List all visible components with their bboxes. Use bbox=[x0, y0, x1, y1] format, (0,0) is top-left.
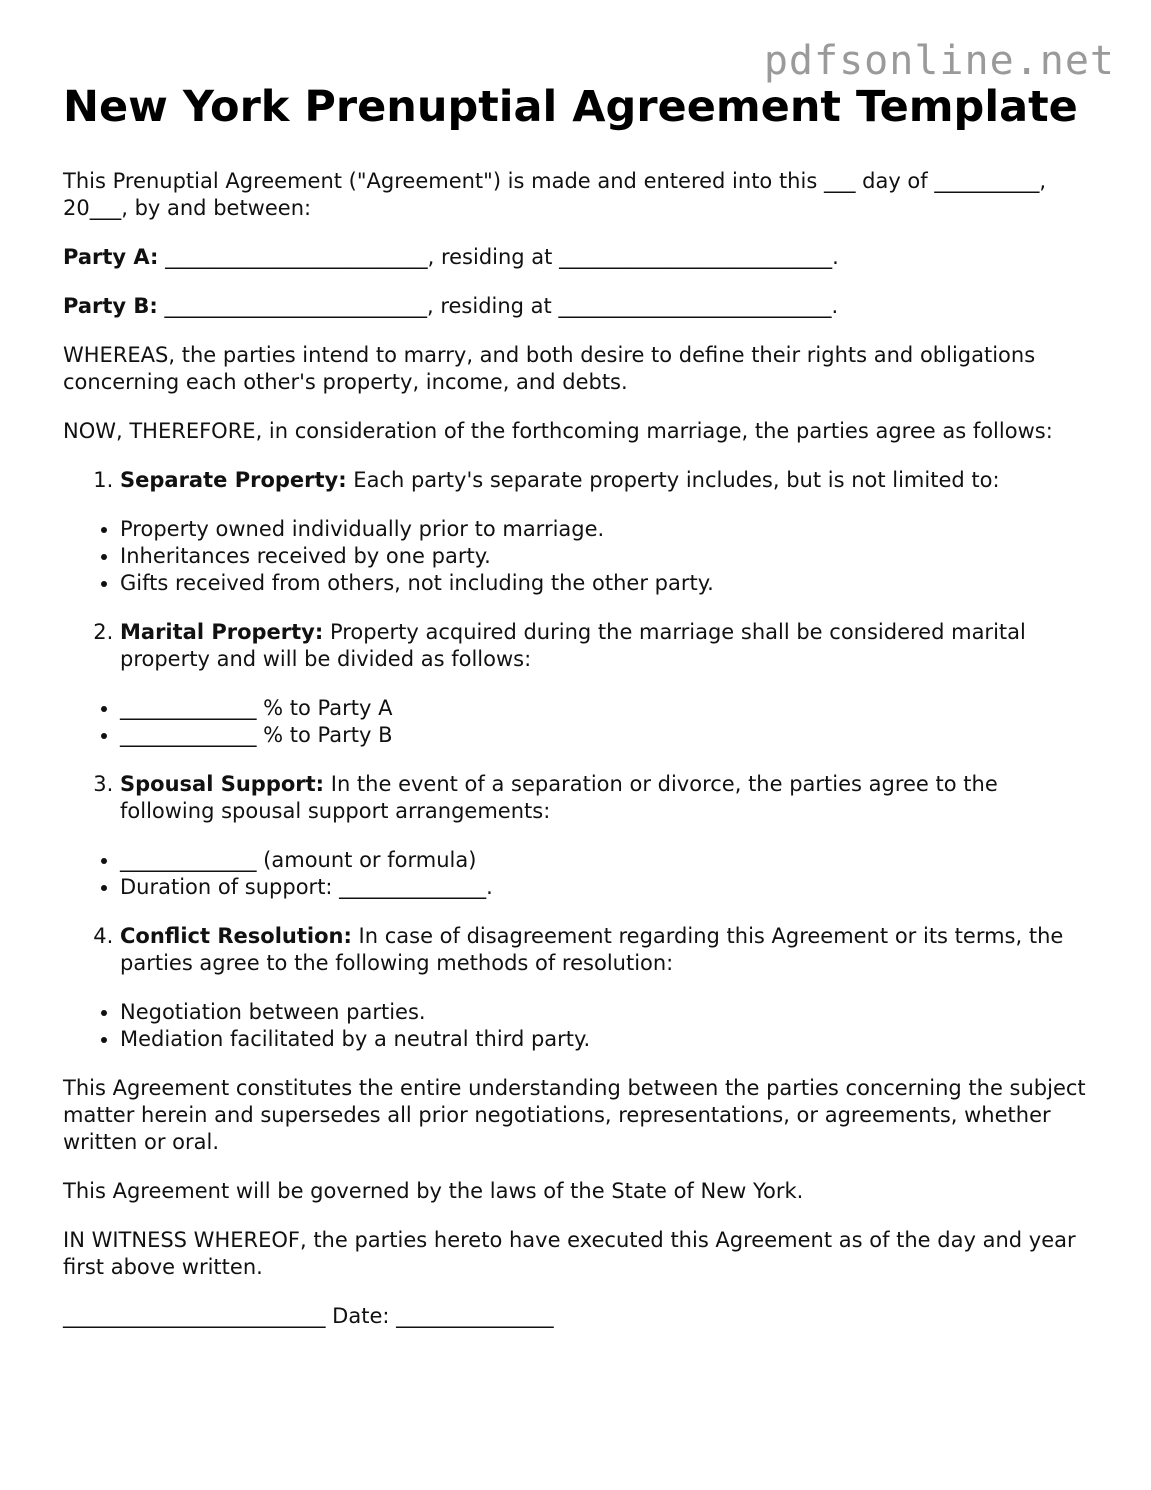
section-item bbox=[120, 923, 1093, 977]
bullet-list bbox=[63, 516, 1093, 597]
watermark: pdfsonline.net bbox=[763, 38, 1115, 84]
bullet-list bbox=[63, 695, 1093, 749]
section-list bbox=[63, 619, 1093, 673]
party-b-label: Party B: bbox=[63, 294, 158, 318]
list-item: • Negotiation between parties. bbox=[120, 999, 1093, 1026]
section-title: Spousal Support: bbox=[120, 772, 325, 796]
witness-paragraph: IN WITNESS WHEREOF, the parties hereto have executed this Agreement as of the day and year first above written. bbox=[63, 1228, 1076, 1279]
bullet-list bbox=[63, 847, 1093, 901]
list-item: • Gifts received from others, not including the other party. bbox=[120, 570, 1093, 597]
list-item: • _____________ (amount or formula) bbox=[120, 847, 1093, 874]
document-title: New York Prenuptial Agreement Template bbox=[63, 82, 1078, 132]
document-page bbox=[63, 80, 1093, 1352]
list-item: • Mediation facilitated by a neutral third party. bbox=[120, 1026, 1093, 1053]
party-a-line bbox=[63, 244, 1093, 271]
section-title: Marital Property: bbox=[120, 620, 324, 644]
signature-line: _________________________ Date: _______________ bbox=[63, 1304, 554, 1328]
entire-agreement-paragraph: This Agreement constitutes the entire understanding between the parties concerning the subject matter herein and supersedes all prior negotiations, representations, or agreements, whether written or oral. bbox=[63, 1076, 1086, 1154]
party-b-line bbox=[63, 293, 1093, 320]
governing-law-paragraph: This Agreement will be governed by the laws of the State of New York. bbox=[63, 1179, 804, 1203]
bullet-list bbox=[63, 999, 1093, 1053]
section-text: In case of disagreement regarding this Agreement or its terms, the parties agree to the following methods of resolution: bbox=[120, 924, 1064, 975]
section-list bbox=[63, 923, 1093, 977]
section-list bbox=[63, 771, 1093, 825]
list-item: • Duration of support: ______________. bbox=[120, 874, 1093, 901]
section-text: Each party's separate property includes, but is not limited to: bbox=[346, 468, 1000, 492]
party-b-text: _________________________, residing at __________________________. bbox=[157, 294, 839, 318]
party-a-label: Party A: bbox=[63, 245, 159, 269]
section-title: Separate Property: bbox=[120, 468, 347, 492]
section-text: In the event of a separation or divorce, the parties agree to the following spousal support arrangements: bbox=[120, 772, 998, 823]
section-item bbox=[120, 467, 1093, 494]
section-title: Conflict Resolution: bbox=[120, 924, 352, 948]
whereas-paragraph: WHEREAS, the parties intend to marry, and both desire to define their rights and obligations concerning each other's property, income, and debts. bbox=[63, 343, 1036, 394]
section-text: Property acquired during the marriage shall be considered marital property and will be divided as follows: bbox=[120, 620, 1026, 671]
list-item: • Inheritances received by one party. bbox=[120, 543, 1093, 570]
list-item: • _____________ % to Party A bbox=[120, 695, 1093, 722]
list-item: • _____________ % to Party B bbox=[120, 722, 1093, 749]
party-a-text: _________________________, residing at __________________________. bbox=[158, 245, 839, 269]
list-item: • Property owned individually prior to marriage. bbox=[120, 516, 1093, 543]
section-list bbox=[63, 467, 1093, 494]
section-item bbox=[120, 771, 1093, 825]
section-item bbox=[120, 619, 1093, 673]
now-therefore-paragraph: NOW, THEREFORE, in consideration of the forthcoming marriage, the parties agree as follows: bbox=[63, 419, 1053, 443]
intro-paragraph: This Prenuptial Agreement ("Agreement") is made and entered into this ___ day of __________, 20___, by and between: bbox=[63, 169, 1047, 220]
